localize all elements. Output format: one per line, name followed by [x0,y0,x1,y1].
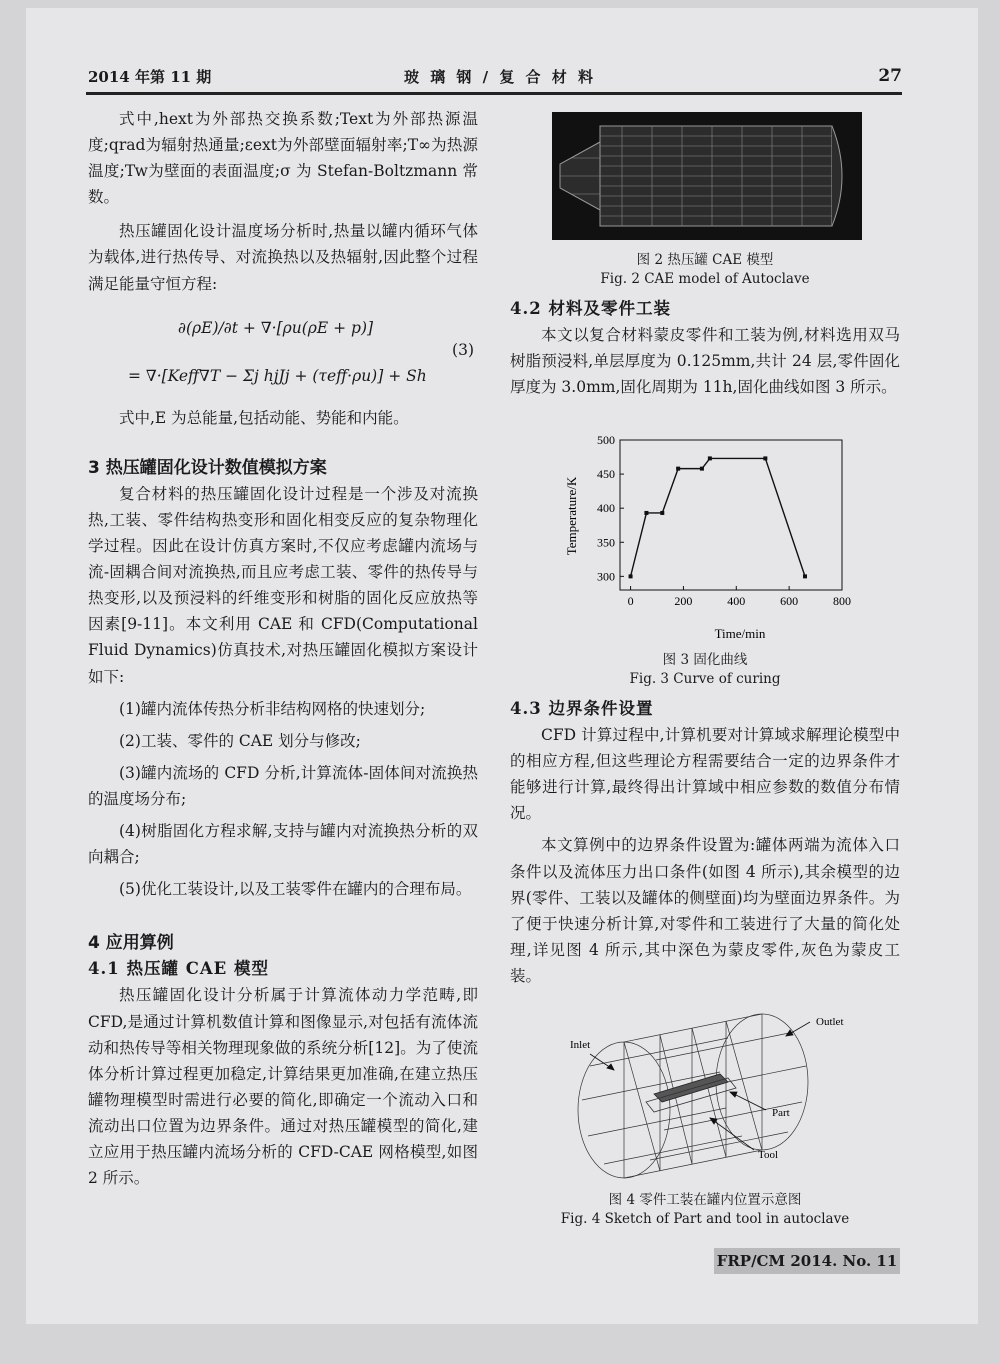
part-label: Part [772,1107,790,1119]
chart-x-axis-label: Time/min [714,626,766,641]
paragraph-cae-model: 热压罐固化设计分析属于计算流体动力学范畴,即 CFD,是通过计算机数值计算和图像显示,对包括有流体流动和热传导等相关物理现象做的系统分析[12]。为了使流体分析计算过程更加稳定,计算结果更加准确,在建立热压罐物理模型时需进行必要的简化,即确定一个流动入口和流动出口位置为边界条件。通过对热压罐模型的简化,建立应用于热压罐内流场分析的 CFD-CAE 网格模型,如图 2 所示。 [88,986,478,1188]
section-4-1-heading: 4.1 热压罐 CAE 模型 [88,959,269,979]
y-tick-label: 400 [597,501,615,516]
header-page-number: 27 [878,66,902,86]
data-point [644,511,648,515]
equation-line-2: = ∇·[Keff∇T − Σj hjJj + (τeff·ρu)] + Sh [128,366,427,385]
data-point [763,456,767,460]
y-tick-label: 500 [597,433,615,447]
left-column [88,106,478,1191]
equation-number: (3) [452,340,474,359]
figure-2-caption-cn: 图 2 热压罐 CAE 模型 [636,252,774,268]
section-3-heading: 3 热压罐固化设计数值模拟方案 [88,457,327,478]
data-point [708,456,712,460]
figure-2-caption-en: Fig. 2 CAE model of Autoclave [600,271,810,287]
data-point [700,467,704,471]
x-tick-label: 400 [727,594,746,608]
paragraph-cfd: CFD 计算过程中,计算机要对计算域求解理论模型中的相应方程,但这些理论方程需要结合一定的边界条件才能够进行计算,最终得出计算域中相应参数的数值分布情况。 [510,726,900,823]
header-journal: 玻 璃 钢 / 复 合 材 料 [403,68,597,86]
list-item: (3)罐内流场的 CFD 分析,计算流体-固体间对流换热的温度场分布; [88,763,478,808]
y-tick-label: 300 [597,569,615,584]
y-tick-label: 350 [597,535,615,550]
paragraph-energy: 热压罐固化设计温度场分析时,热量以罐内循环气体为载体,进行热传导、对流换热以及热辐射,因此整个过程满足能量守恒方程: [88,222,478,293]
x-tick-label: 800 [833,594,851,608]
list-item: (4)树脂固化方程求解,支持与罐内对流换热分析的双向耦合; [88,821,478,867]
figure-3-caption-cn: 图 3 固化曲线 [662,652,748,668]
chart-plot-frame [620,440,842,590]
x-tick-label: 600 [780,594,799,608]
list-item: (1)罐内流体传热分析非结构网格的快速划分; [119,699,426,718]
paragraph-scheme: 复合材料的热压罐固化设计过程是一个涉及对流换热,工装、零件结构热变形和固化相变反应的复杂物理化学过程。因此在设计仿真方案时,不仅应考虑罐内流场与流-固耦合间对流换热,而且应考虑工装、零件的热传导与热变形,以及预浸料的纤维变形和树脂的固化反应放热等因素[9-11]。本文利用 CAE 和 CFD(Computational Fluid Dynamics)仿真技术,对热压罐固化模拟方案设计如下: [88,484,478,686]
data-point [629,574,633,578]
section-4-heading: 4 应用算例 [88,933,174,954]
figure-4-autoclave-sketch [560,1008,860,1188]
figure-4-caption-en: Fig. 4 Sketch of Part and tool in autoclave [560,1211,850,1227]
paragraph-materials: 本文以复合材料蒙皮零件和工装为例,材料选用双马树脂预浸料,单层厚度为 0.125mm,共计 24 层,零件固化厚度为 3.0mm,固化周期为 11h,固化曲线如图 3 所示。 [510,326,900,397]
outlet-label: Outlet [816,1016,844,1028]
equation-3 [88,297,478,405]
y-tick-label: 450 [597,467,615,482]
right-column-bottom [510,696,900,989]
paragraph-total-energy: 式中,E 为总能量,包括动能、势能和内能。 [119,408,409,427]
list-item: (5)优化工装设计,以及工装零件在罐内的合理布局。 [119,880,472,899]
figure-4-caption-cn: 图 4 零件工装在罐内位置示意图 [608,1192,802,1208]
paragraph-symbols: 式中,hext为外部热交换系数;Text为外部热源温度;qrad为辐射热通量;εext为外部壁面辐射率;T∞为热源温度;Tw为壁面的表面温度;σ 为 Stefan-Boltzmann 常数。 [88,110,478,207]
equation-line-1: ∂(ρE)/∂t + ∇·[ρu(ρE + p)] [178,318,374,337]
tool-label: Tool [758,1149,779,1161]
header-issue: 2014 年第 11 期 [88,68,212,86]
paragraph-boundary: 本文算例中的边界条件设置为:罐体两端为流体入口条件以及流体压力出口条件(如图 4 所示),其余模型的边界(零件、工装以及罐体的侧壁面)均为壁面边界条件。为了便于快速分析计算,对零件和工装进行了大量的简化处理,详见图 4 所示,其中深色为蒙皮零件,灰色为蒙皮工装。 [510,836,900,985]
figure-3-caption-en: Fig. 3 Curve of curing [629,671,781,687]
data-point [803,574,807,578]
curing-curve-line [631,458,805,576]
data-point [660,511,664,515]
journal-footer: FRP/CM 2014. No. 11 [714,1248,900,1274]
inlet-label: Inlet [570,1039,591,1051]
right-column-top [510,296,900,400]
data-point [676,467,680,471]
header-rule [86,92,902,95]
x-tick-label: 0 [627,594,634,608]
x-tick-label: 200 [674,594,693,608]
list-item: (2)工装、零件的 CAE 划分与修改; [119,731,361,750]
section-4-2-heading: 4.2 材料及零件工装 [510,299,671,318]
chart-y-axis-label: Temperature/K [564,476,579,556]
figure-2-cae-model [552,112,862,240]
section-4-3-heading: 4.3 边界条件设置 [510,699,654,718]
figure-3-curing-chart [560,428,860,644]
